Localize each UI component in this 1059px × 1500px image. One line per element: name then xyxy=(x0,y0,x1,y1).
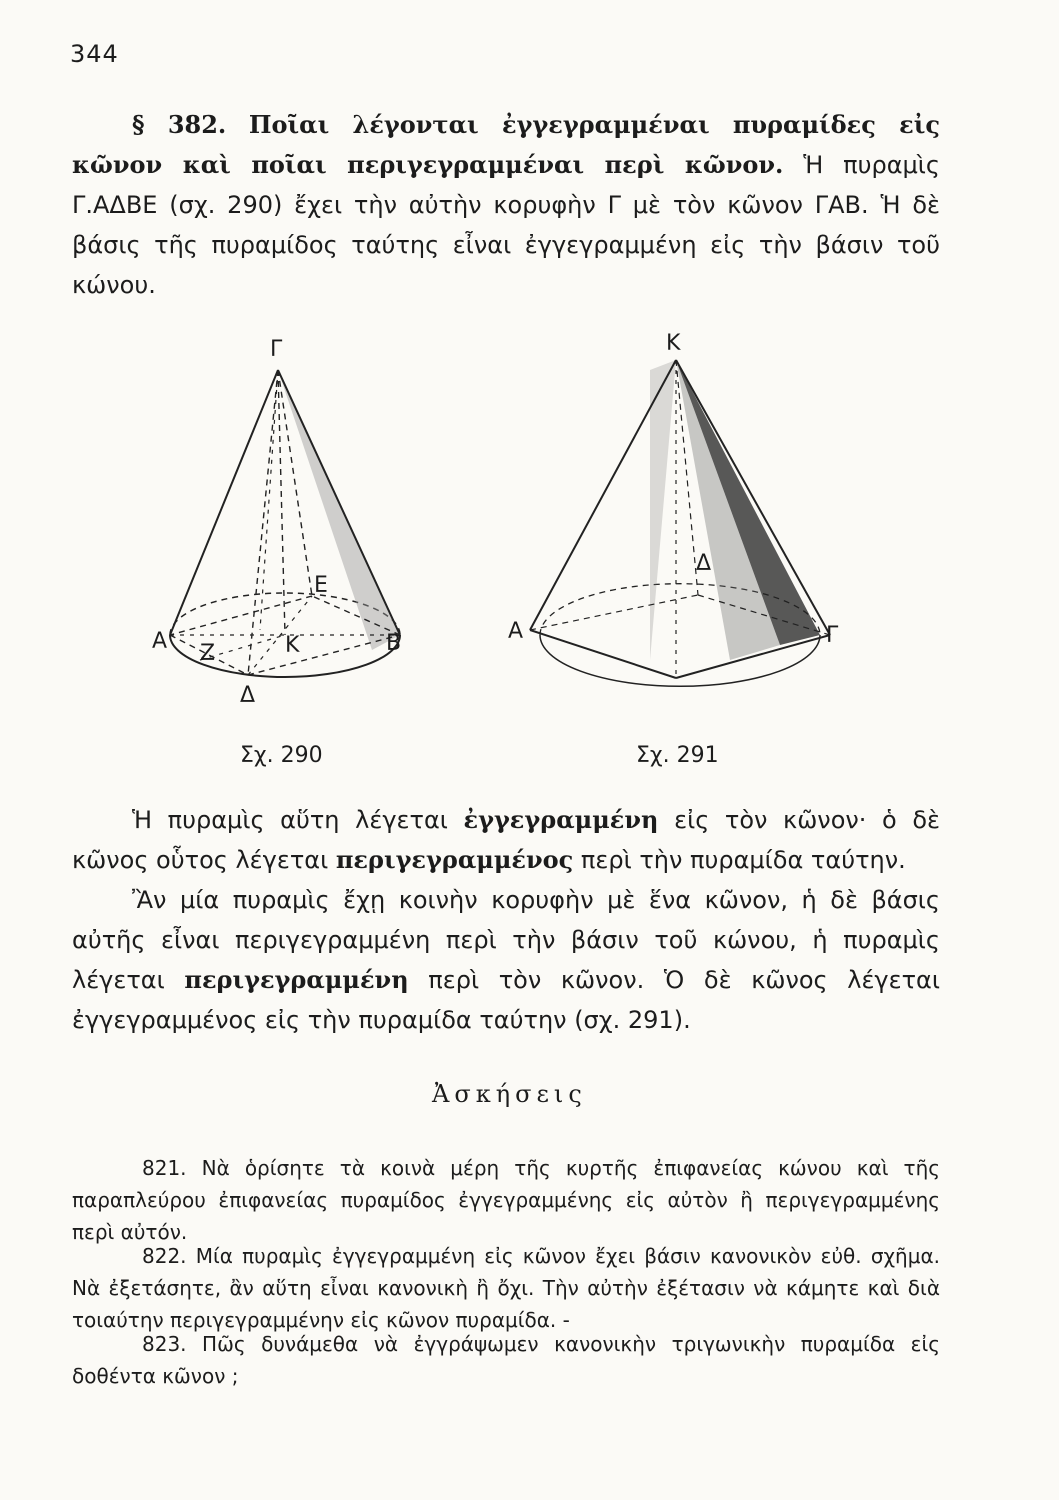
section-382 xyxy=(72,105,940,305)
label-beta: Β xyxy=(386,631,402,656)
term-circumscribed-cone: περιγεγραμμένος xyxy=(335,845,574,874)
label-delta-291: Δ xyxy=(696,551,712,576)
figures xyxy=(0,330,1059,770)
paragraph2-text-b: περὶ τὸν κῶνον. Ὁ δὲ κῶνος λέγεται ἐγγεγραμμένος εἰς τὴν πυραμίδα ταύτην (σχ. 291). xyxy=(72,966,940,1034)
label-kappa-291: Κ xyxy=(666,331,681,356)
page-number: 344 xyxy=(70,40,119,68)
label-gamma: Γ xyxy=(270,337,283,362)
section-number: § 382. xyxy=(132,110,227,139)
label-kappa: Κ xyxy=(285,633,300,658)
paragraph1-text-b: εἰς τὸν κῶνον· ὁ δὲ κῶνος οὗτος λέγεται xyxy=(72,806,941,874)
exercise-823: 823. Πῶς δυνάμεθα νὰ ἐγγράψωμεν κανονικὴν τριγωνικὴν πυραμίδα εἰς δοθέντα κῶνον ; xyxy=(72,1332,940,1388)
figure-290 xyxy=(140,330,560,770)
term-circumscribed-pyramid: περιγεγραμμένη xyxy=(184,965,409,994)
exercise-821: 821. Νὰ ὁρίσητε τὰ κοινὰ μέρη τῆς κυρτῆς ἐπιφανείας κώνου καὶ τῆς παραπλεύρου ἐπιφανείας πυραμίδος ἐγγεγραμμένης εἰς αὐτὸν ἢ περιγεγραμμένης περὶ αὐτόν. xyxy=(72,1156,940,1244)
paragraph2-text-a: Ἂν μία πυραμὶς ἔχῃ κοινὴν κορυφὴν μὲ ἕνα κῶνον, ἡ δὲ βάσις αὐτῆς εἶναι περιγεγραμμένη περὶ τὴν βάσιν τοῦ κώνου, ἡ πυραμὶς λέγεται xyxy=(72,886,940,994)
caption-290: Σχ. 290 xyxy=(240,743,323,768)
caption-291: Σχ. 291 xyxy=(636,743,719,768)
label-alpha: Α xyxy=(152,629,168,654)
section-title: Ποῖαι λέγονται ἐγγεγραμμέναι πυραμίδες εἰς κῶνον καὶ ποῖαι περιγεγραμμέναι περὶ κῶνον. xyxy=(72,110,940,179)
exercise-822: 822. Μία πυραμὶς ἐγγεγραμμένη εἰς κῶνον ἔχει βάσιν κανονικὸν εὐθ. σχῆμα. Νὰ ἐξετάσητε, ἂν αὕτη εἶναι κανονικὴ ἢ ὄχι. Τὴν αὐτὴν ἐξέτασιν νὰ κάμητε καὶ διὰ τοιαύτην περιγεγραμμένην εἰς κῶνον πυραμίδα. - xyxy=(72,1244,940,1332)
label-zeta: Ζ xyxy=(200,641,216,666)
paragraph-circumscribed xyxy=(72,880,940,1040)
paragraph1-text-a: Ἡ πυραμὶς αὕτη λέγεται xyxy=(132,806,464,834)
paragraph1-text-c: περὶ τὴν πυραμίδα ταύτην. xyxy=(573,846,906,874)
term-inscribed: ἐγγεγραμμένη xyxy=(463,805,659,834)
figure-291 xyxy=(500,330,940,770)
label-alpha-291: Α xyxy=(508,619,524,644)
label-delta: Δ xyxy=(240,683,256,708)
label-epsilon: Ε xyxy=(314,573,328,598)
section-text: Ἡ πυραμὶς Γ.ΑΔΒΕ (σχ. 290) ἔχει τὴν αὐτὴν κορυφὴν Γ μὲ τὸν κῶνον ΓΑΒ. Ἡ δὲ βάσις τῆς πυραμίδος ταύτης εἶναι ἐγγεγραμμένη εἰς τὴν βάσιν τοῦ κώνου. xyxy=(72,151,941,299)
paragraph-inscribed xyxy=(72,800,940,880)
label-gamma-291: Γ xyxy=(826,623,839,648)
section-heading xyxy=(72,105,940,305)
exercises-title: Ἀσκήσεις xyxy=(432,1080,587,1108)
